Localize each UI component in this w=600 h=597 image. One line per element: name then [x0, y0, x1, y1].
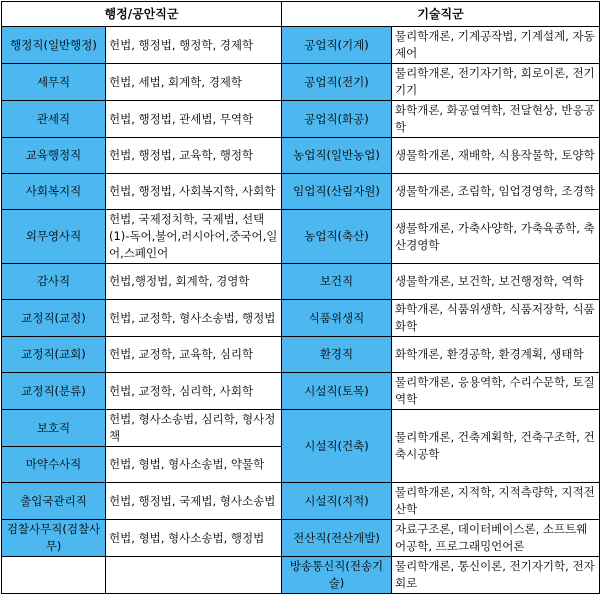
tech-job-label: 방송통신직(전송기술)	[282, 557, 392, 594]
tech-group-header: 기술직군	[282, 2, 600, 27]
tech-subjects: 화학개론, 환경공학, 환경계획, 생태학	[392, 337, 600, 373]
tech-subjects: 생물학개론, 가축사양학, 가축육종학, 축산경영학	[392, 210, 600, 264]
tech-subjects: 생물학개론, 보건학, 보건행정학, 역학	[392, 264, 600, 300]
table-row	[2, 264, 600, 300]
tech-job-label: 임업직(산림자원)	[282, 174, 392, 210]
admin-job-label: 외무영사직	[2, 210, 106, 264]
admin-subjects: 헌법, 행정법, 사회복지학, 사회학	[106, 174, 282, 210]
exam-subjects-table	[1, 1, 600, 594]
admin-subjects: 헌법, 세법, 회계학, 경제학	[106, 64, 282, 101]
admin-job-label: 보호직	[2, 410, 106, 447]
header-row	[2, 2, 600, 27]
table-row	[2, 520, 600, 557]
tech-job-label: 공업직(기계)	[282, 27, 392, 64]
tech-subjects: 물리학개론, 응용역학, 수리수문학, 토질역학	[392, 373, 600, 410]
table-row	[2, 101, 600, 138]
table-row	[2, 373, 600, 410]
admin-subjects-empty	[106, 557, 282, 594]
admin-job-label: 행정직(일반행정)	[2, 27, 106, 64]
admin-subjects: 헌법, 국제정치학, 국제법, 선택(1)-독어,불어,러시아어,중국어,일어,스페인어	[106, 210, 282, 264]
admin-subjects: 헌법, 행정법, 관세법, 무역학	[106, 101, 282, 138]
admin-job-label: 출입국관리직	[2, 483, 106, 520]
tech-subjects: 화학개론, 화공열역학, 전달현상, 반응공학	[392, 101, 600, 138]
tech-subjects: 생물학개론, 재배학, 식용작물학, 토양학	[392, 138, 600, 174]
table-row	[2, 27, 600, 64]
table-row	[2, 337, 600, 373]
tech-job-label: 시설직(지적)	[282, 483, 392, 520]
tech-job-label: 공업직(전기)	[282, 64, 392, 101]
tech-job-label: 공업직(화공)	[282, 101, 392, 138]
tech-job-label: 보건직	[282, 264, 392, 300]
table-row	[2, 557, 600, 594]
admin-job-label-empty	[2, 557, 106, 594]
admin-subjects: 헌법, 교정학, 형사소송법, 행정법	[106, 300, 282, 337]
table-row	[2, 64, 600, 101]
admin-job-label: 사회복지직	[2, 174, 106, 210]
admin-job-label: 마약수사직	[2, 447, 106, 483]
admin-job-label: 교정직(교회)	[2, 337, 106, 373]
admin-job-label: 감사직	[2, 264, 106, 300]
tech-job-label: 시설직(건축)	[282, 410, 392, 483]
admin-subjects: 헌법, 행정법, 국제법, 형사소송법	[106, 483, 282, 520]
admin-job-label: 교육행정직	[2, 138, 106, 174]
table-row	[2, 300, 600, 337]
tech-job-label: 전산직(전산개발)	[282, 520, 392, 557]
tech-subjects: 물리학개론, 지적학, 지적측량학, 지적전산학	[392, 483, 600, 520]
table-row	[2, 210, 600, 264]
tech-job-label: 식품위생직	[282, 300, 392, 337]
table-row	[2, 174, 600, 210]
admin-job-label: 교정직(교정)	[2, 300, 106, 337]
tech-job-label: 농업직(축산)	[282, 210, 392, 264]
admin-job-label: 관세직	[2, 101, 106, 138]
admin-subjects: 헌법, 교정학, 심리학, 사회학	[106, 373, 282, 410]
admin-subjects: 헌법,행정법, 회계학, 경영학	[106, 264, 282, 300]
tech-subjects: 물리학개론, 전기자기학, 회로이론, 전기기기	[392, 64, 600, 101]
tech-job-label: 농업직(일반농업)	[282, 138, 392, 174]
admin-job-label: 세무직	[2, 64, 106, 101]
table-row	[2, 138, 600, 174]
table-row	[2, 410, 600, 447]
admin-subjects: 헌법, 형사소송법, 심리학, 형사정책	[106, 410, 282, 447]
tech-subjects: 화학개론, 식품위생학, 식품저장학, 식품화학	[392, 300, 600, 337]
admin-subjects: 헌법, 교정학, 교육학, 심리학	[106, 337, 282, 373]
tech-job-label: 시설직(토목)	[282, 373, 392, 410]
tech-subjects: 물리학개론, 통신이론, 전기자기학, 전자회로	[392, 557, 600, 594]
table-row	[2, 483, 600, 520]
admin-subjects: 헌법, 행정법, 교육학, 행정학	[106, 138, 282, 174]
admin-group-header: 행정/공안직군	[2, 2, 282, 27]
tech-subjects: 생물학개론, 조림학, 임업경영학, 조경학	[392, 174, 600, 210]
admin-subjects: 헌법, 행정법, 행정학, 경제학	[106, 27, 282, 64]
admin-subjects: 헌법, 형법, 형사소송법, 약물학	[106, 447, 282, 483]
tech-subjects: 물리학개론, 기계공작법, 기계설계, 자동제어	[392, 27, 600, 64]
tech-subjects: 물리학개론, 건축계획학, 건축구조학, 건축시공학	[392, 410, 600, 483]
admin-subjects: 헌법, 형법, 형사소송법, 행정법	[106, 520, 282, 557]
tech-job-label: 환경직	[282, 337, 392, 373]
tech-subjects: 자료구조론, 데이터베이스론, 소프트웨어공학, 프로그래밍언어론	[392, 520, 600, 557]
admin-job-label: 교정직(분류)	[2, 373, 106, 410]
admin-job-label: 검찰사무직(검찰사무)	[2, 520, 106, 557]
